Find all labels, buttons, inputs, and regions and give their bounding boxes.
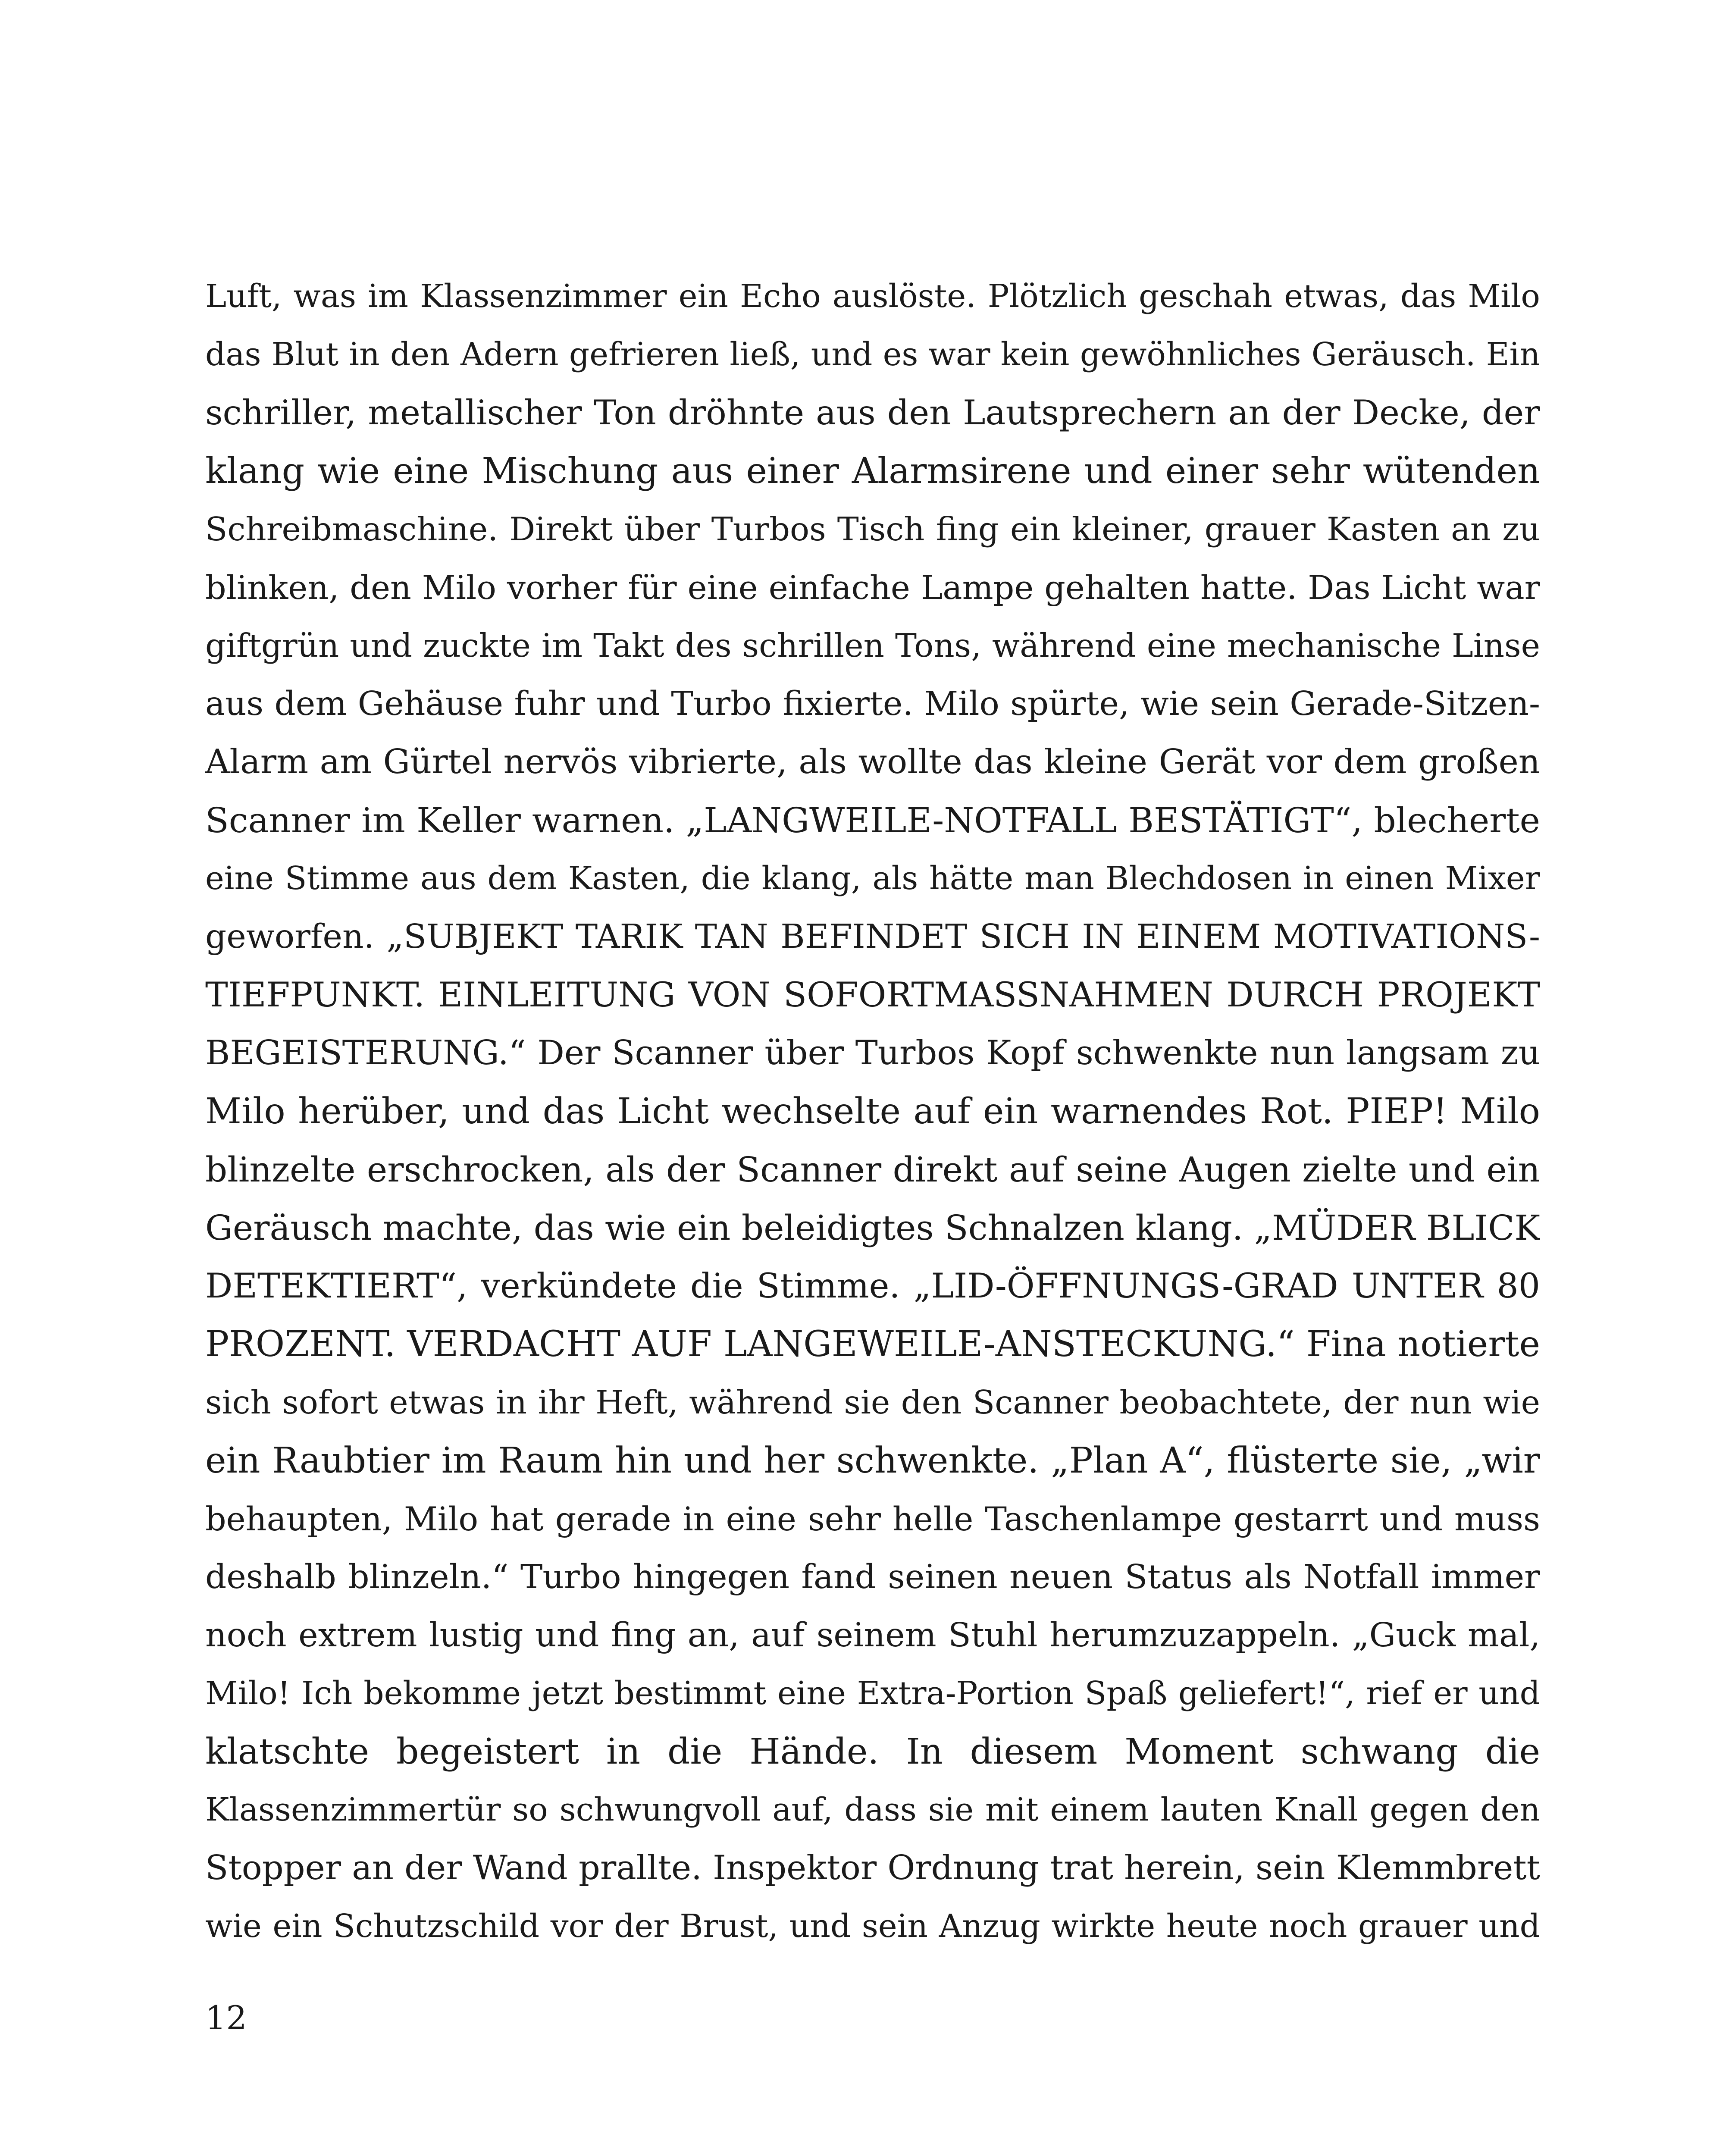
text-line: PROZENT. VERDACHT AUF LANGEWEILE-ANSTECKUNG.“ Fina notierte bbox=[205, 1324, 1540, 1365]
text-line: das Blut in den Adern gefrieren ließ, und es war kein gewöhnliches Geräusch. Ein bbox=[205, 336, 1540, 373]
text-line: Milo! Ich bekomme jetzt bestimmt eine Extra-Portion Spaß geliefert!“, rief er und bbox=[205, 1675, 1540, 1712]
text-line: aus dem Gehäuse fuhr und Turbo fixierte. Milo spürte, wie sein Gerade-Sitzen- bbox=[205, 685, 1540, 723]
text-line: geworfen. „SUBJEKT TARIK TAN BEFINDET SICH IN EINEM MOTIVATIONS- bbox=[205, 918, 1540, 956]
text-line: Milo herüber, und das Licht wechselte auf ein warnendes Rot. PIEP! Milo bbox=[205, 1091, 1540, 1132]
text-line: Alarm am Gürtel nervös vibrierte, als wollte das kleine Gerät vor dem großen bbox=[205, 743, 1540, 781]
body-text bbox=[205, 267, 1540, 1955]
text-line: sich sofort etwas in ihr Heft, während sie den Scanner beobachtete, der nun wie bbox=[205, 1383, 1540, 1421]
text-line: BEGEISTERUNG.“ Der Scanner über Turbos Kopf schwenkte nun langsam zu bbox=[205, 1034, 1540, 1072]
text-line: blinzelte erschrocken, als der Scanner direkt auf seine Augen zielte und ein bbox=[205, 1150, 1540, 1190]
text-line: Klassenzimmertür so schwungvoll auf, dass sie mit einem lauten Knall gegen den bbox=[205, 1791, 1540, 1828]
text-line: behaupten, Milo hat gerade in eine sehr helle Taschenlampe gestarrt und muss bbox=[205, 1500, 1540, 1538]
text-line: schriller, metallischer Ton dröhnte aus den Lautsprechern an der Decke, der bbox=[205, 393, 1540, 432]
text-line: wie ein Schutzschild vor der Brust, und sein Anzug wirkte heute noch grauer und bbox=[205, 1908, 1540, 1945]
text-line: ein Raubtier im Raum hin und her schwenkte. „Plan A“, flüsterte sie, „wir bbox=[205, 1440, 1540, 1481]
text-line: giftgrün und zuckte im Takt des schrillen Tons, während eine mechanische Linse bbox=[205, 627, 1540, 664]
text-line: klang wie eine Mischung aus einer Alarmsirene und einer sehr wütenden bbox=[205, 451, 1540, 492]
text-line: Stopper an der Wand prallte. Inspektor Ordnung trat herein, sein Klemmbrett bbox=[205, 1849, 1540, 1887]
text-line: klatschte begeistert in die Hände. In diesem Moment schwang die bbox=[205, 1731, 1540, 1772]
text-line: deshalb blinzeln.“ Turbo hingegen fand seinen neuen Status als Notfall immer bbox=[205, 1558, 1540, 1596]
text-line: blinken, den Milo vorher für eine einfache Lampe gehalten hatte. Das Licht war bbox=[205, 568, 1540, 607]
text-line: Schreibmaschine. Direkt über Turbos Tisch fing ein kleiner, grauer Kasten an zu bbox=[205, 510, 1540, 548]
text-line: Geräusch machte, das wie ein beleidigtes Schnalzen klang. „MÜDER BLICK bbox=[205, 1208, 1540, 1248]
page-number: 12 bbox=[205, 1999, 247, 2037]
text-line: DETEKTIERT“, verkündete die Stimme. „LID-ÖFFNUNGS-GRAD UNTER 80 bbox=[205, 1266, 1540, 1306]
text-line: noch extrem lustig und fing an, auf seinem Stuhl herumzuzappeln. „Guck mal, bbox=[205, 1616, 1540, 1655]
text-line: TIEFPUNKT. EINLEITUNG VON SOFORTMASSNAHMEN DURCH PROJEKT bbox=[205, 975, 1540, 1015]
text-line: Luft, was im Klassenzimmer ein Echo auslöste. Plötzlich geschah etwas, das Milo bbox=[205, 278, 1540, 315]
text-line: eine Stimme aus dem Kasten, die klang, als hätte man Blechdosen in einen Mixer bbox=[205, 860, 1540, 897]
text-line: Scanner im Keller warnen. „LANGWEILE-NOTFALL BESTÄTIGT“, blecherte bbox=[205, 800, 1540, 840]
